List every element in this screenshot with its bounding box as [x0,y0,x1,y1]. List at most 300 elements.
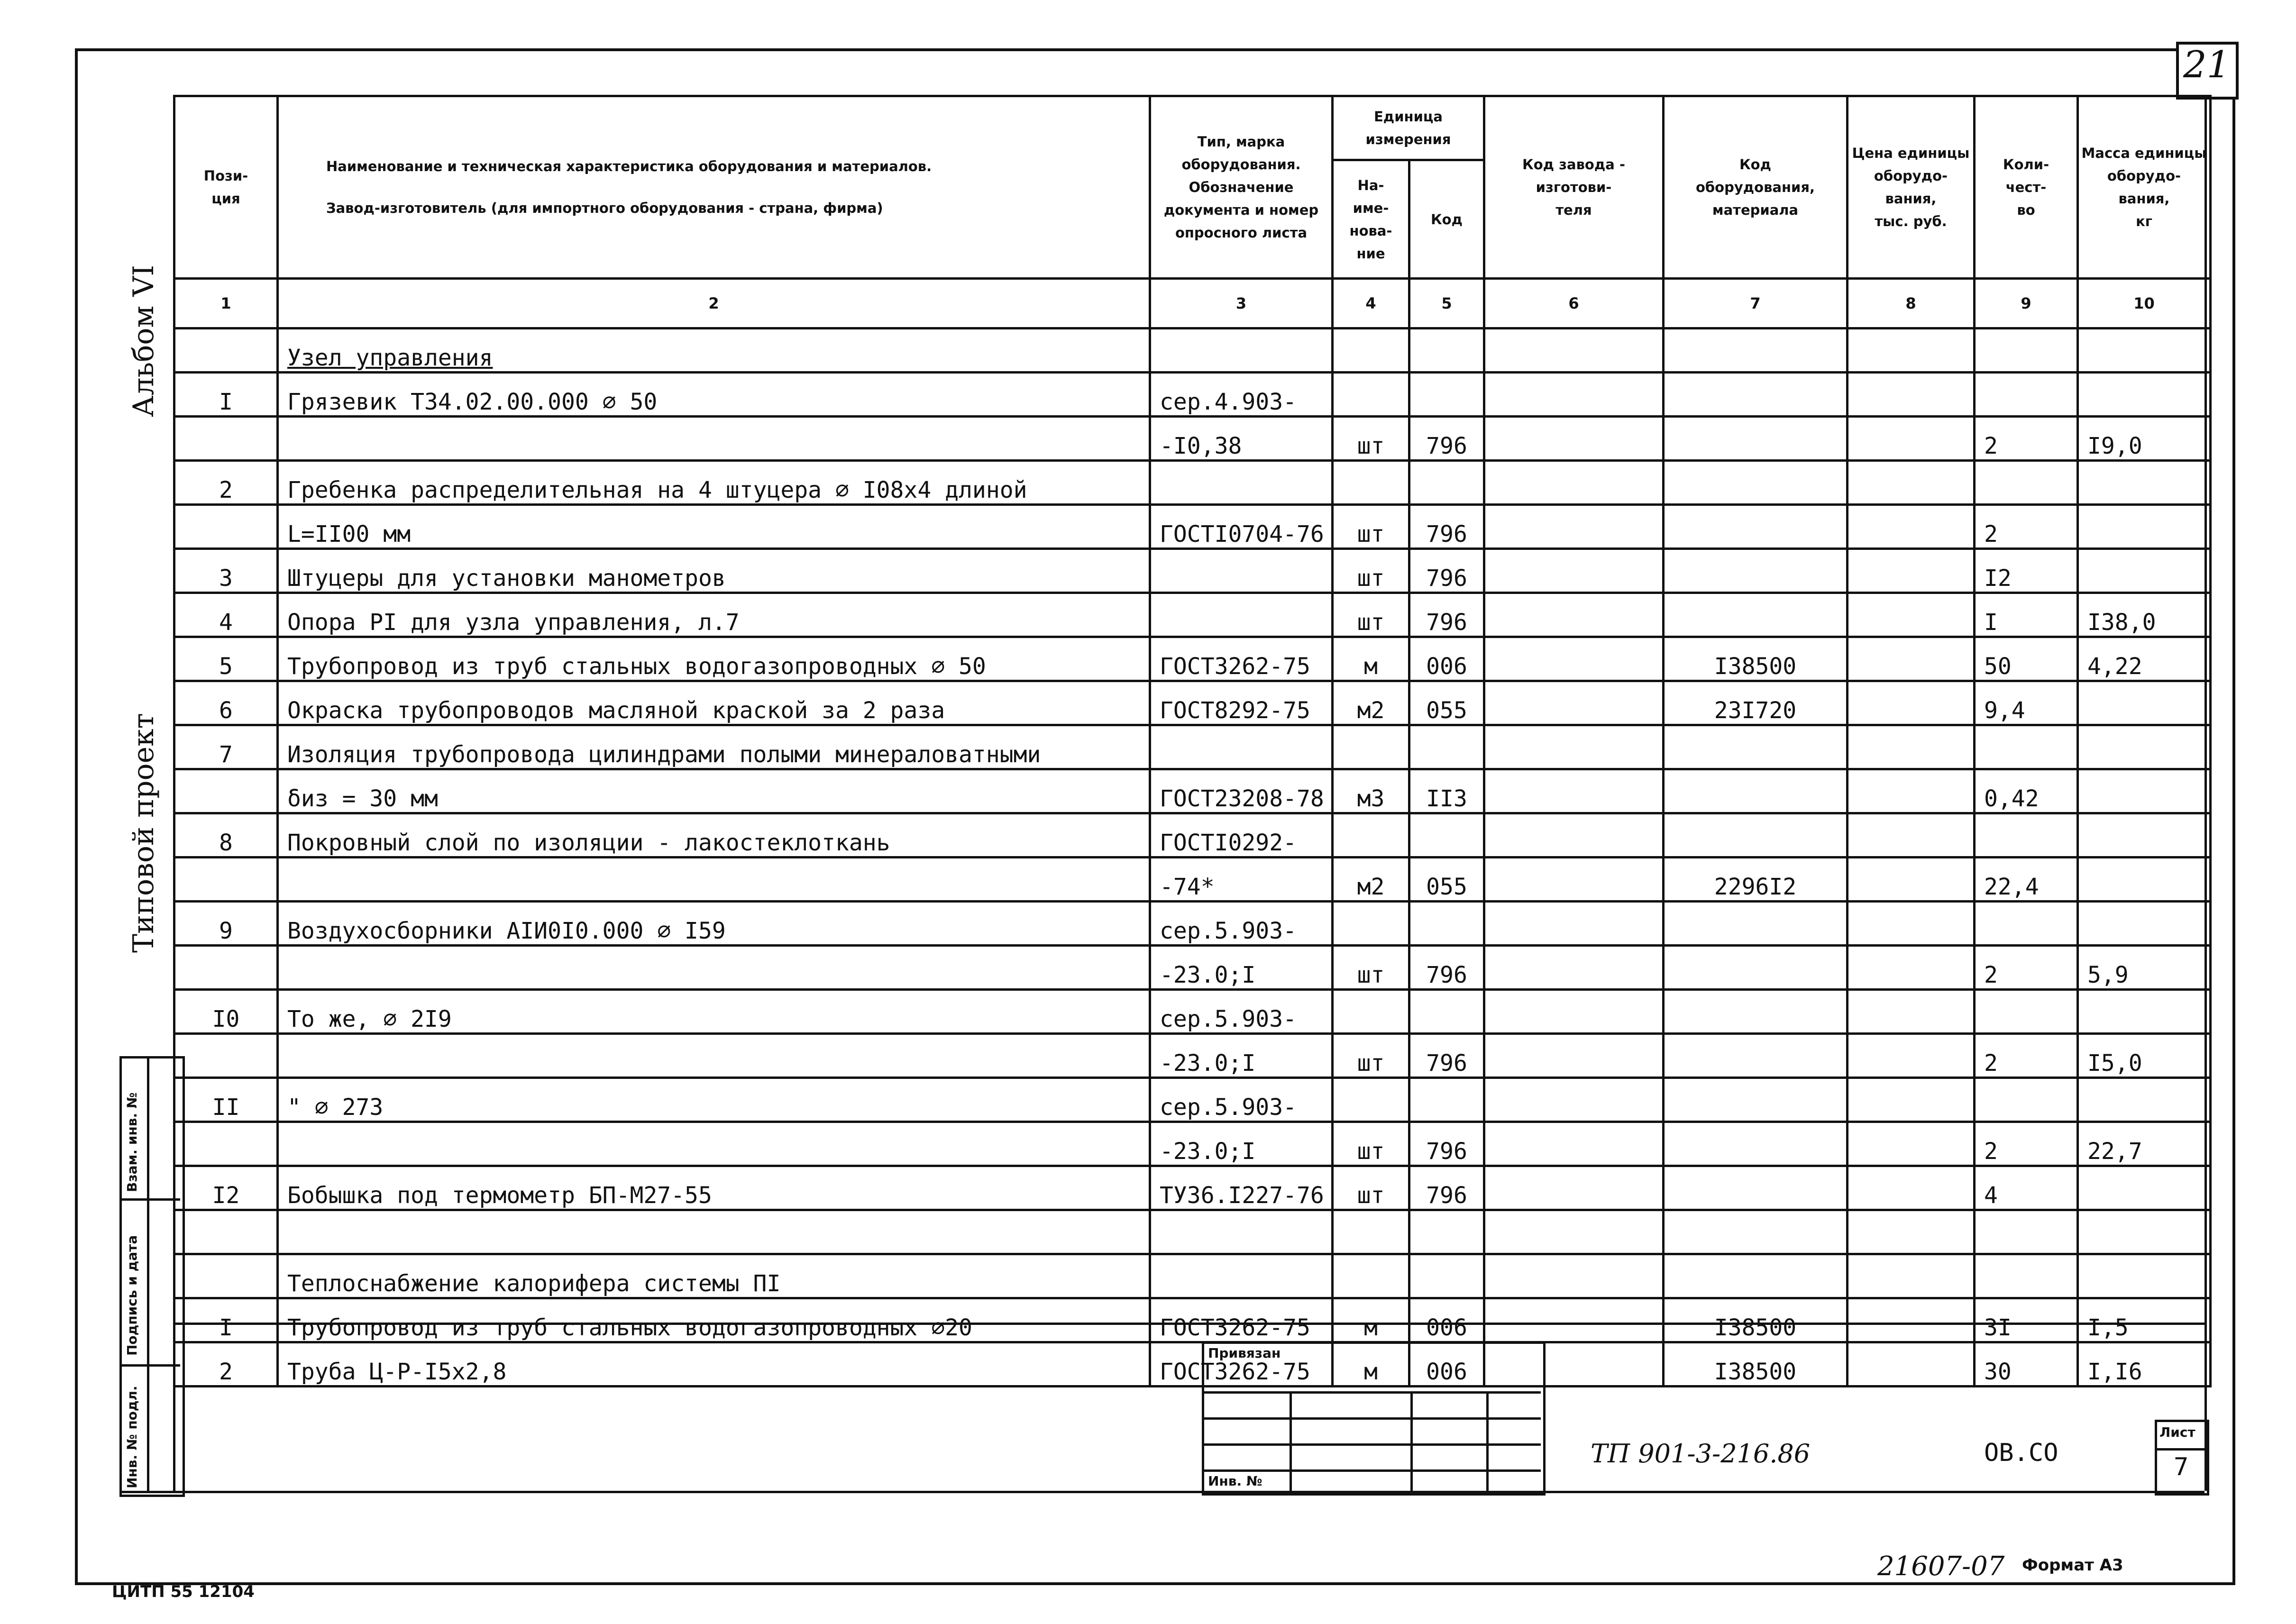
sheet-label: Лист [2159,1424,2195,1440]
row-mass [2078,902,2211,946]
row-name [278,1034,1150,1078]
row-unit-code [1409,902,1484,946]
row-quantity [1975,813,2078,858]
row-unit: шт [1333,1166,1409,1210]
specification-body [174,328,2211,1387]
row-name [278,1210,1150,1254]
row-material-code [1664,990,1848,1034]
row-material-code [1664,593,1848,637]
row-unit [1333,461,1409,505]
row-position: 3 [174,549,278,593]
header-price: Цена единицы оборудо- вания, тыс. руб. [1848,96,1975,279]
row-material-code: I38500 [1664,1298,1848,1342]
column-number: 9 [1975,279,2078,328]
row-price [1848,1166,1975,1210]
header-name [278,96,1150,279]
row-type: -23.0;I [1150,946,1333,990]
header-quantity: Коли- чест- во [1975,96,2078,279]
row-quantity: 30 [1975,1342,2078,1387]
frame-bottom-line [119,1491,2205,1493]
row-quantity [1975,1078,2078,1122]
row-unit-code [1409,725,1484,769]
row-name: Узел управления [278,328,1150,373]
row-type: ГОСТI0704-76 [1150,505,1333,549]
row-name: Штуцеры для установки манометров [278,549,1150,593]
row-material-code [1664,813,1848,858]
row-type [1150,328,1333,373]
row-unit: м [1333,1342,1409,1387]
row-price [1848,637,1975,681]
row-position [174,1210,278,1254]
frame-right-line [2205,95,2207,1491]
row-mass [2078,813,2211,858]
privyazan-line [1202,1391,1541,1394]
row-name [278,946,1150,990]
row-quantity: 9,4 [1975,681,2078,725]
project-label: Типовой проект [127,713,160,953]
row-position: 4 [174,593,278,637]
row-material-code [1664,1210,1848,1254]
row-unit [1333,1254,1409,1298]
row-type [1150,1254,1333,1298]
row-unit-code: 796 [1409,1034,1484,1078]
row-mass [2078,1210,2211,1254]
row-unit-code [1409,813,1484,858]
table-row [174,902,2211,946]
row-material-code [1664,1166,1848,1210]
row-price [1848,549,1975,593]
table-row [174,769,2211,813]
table-row [174,1298,2211,1342]
footer-format: Формат А3 [2022,1556,2123,1575]
row-factory-code [1484,813,1664,858]
privyazan-divider [1410,1391,1413,1491]
row-mass [2078,373,2211,417]
row-mass [2078,990,2211,1034]
row-type: сер.4.903- [1150,373,1333,417]
table-row [174,549,2211,593]
table-row [174,725,2211,769]
inventory-number-label: Инв. № [1208,1473,1262,1489]
row-type: -I0,38 [1150,417,1333,461]
row-unit-code [1409,328,1484,373]
row-name: δиз = 30 мм [278,769,1150,813]
row-quantity [1975,328,2078,373]
row-mass [2078,1078,2211,1122]
row-mass: I38,0 [2078,593,2211,637]
row-quantity [1975,1210,2078,1254]
row-unit: шт [1333,946,1409,990]
row-quantity: 4 [1975,1166,2078,1210]
row-factory-code [1484,1210,1664,1254]
row-unit-code: 796 [1409,1122,1484,1166]
table-row [174,1342,2211,1387]
row-name: Теплоснабжение калорифера системы ПI [278,1254,1150,1298]
row-price [1848,1298,1975,1342]
sheet-number: 7 [2174,1453,2189,1481]
row-name: Гребенка распределительная на 4 штуцера ∅ I08x4 длиной [278,461,1150,505]
row-type: ТУ36.I227-76 [1150,1166,1333,1210]
row-mass [2078,769,2211,813]
row-quantity [1975,902,2078,946]
row-factory-code [1484,1298,1664,1342]
column-number: 6 [1484,279,1664,328]
row-position [174,769,278,813]
row-position: I0 [174,990,278,1034]
header-unit-group: Единица измерения [1333,96,1484,160]
row-position [174,946,278,990]
header-name-line1: Наименование и техническая характеристика оборудования и материалов. [326,158,932,174]
row-type [1150,1210,1333,1254]
row-mass: I,5 [2078,1298,2211,1342]
row-type: ГОСТ8292-75 [1150,681,1333,725]
header-factory-code: Код завода - изготови- теля [1484,96,1664,279]
row-mass [2078,858,2211,902]
row-material-code [1664,417,1848,461]
row-unit: м [1333,637,1409,681]
header-unit-code: Код [1409,160,1484,279]
row-factory-code [1484,990,1664,1034]
table-row [174,858,2211,902]
row-quantity: 2 [1975,1034,2078,1078]
row-factory-code [1484,417,1664,461]
row-material-code [1664,461,1848,505]
sheet-number-divider [2155,1448,2205,1451]
row-unit-code: II3 [1409,769,1484,813]
row-unit: м2 [1333,858,1409,902]
table-row [174,328,2211,373]
row-position [174,1122,278,1166]
row-position: II [174,1078,278,1122]
table-row [174,1034,2211,1078]
row-unit: шт [1333,1122,1409,1166]
row-unit-code [1409,1254,1484,1298]
row-name: " ∅ 273 [278,1078,1150,1122]
bottom-left-line [173,1323,175,1491]
row-unit: шт [1333,549,1409,593]
row-type: ГОСТ23208-78 [1150,769,1333,813]
row-unit-code: 006 [1409,1298,1484,1342]
row-unit-code: 796 [1409,593,1484,637]
row-unit-code: 055 [1409,681,1484,725]
privyazan-line [1202,1469,1541,1472]
row-unit [1333,328,1409,373]
row-price [1848,813,1975,858]
row-position [174,1034,278,1078]
row-material-code [1664,1078,1848,1122]
row-position: I2 [174,1166,278,1210]
row-type: -23.0;I [1150,1122,1333,1166]
row-material-code [1664,1034,1848,1078]
row-quantity: 2 [1975,417,2078,461]
column-number: 3 [1150,279,1333,328]
row-mass: 22,7 [2078,1122,2211,1166]
row-position [174,417,278,461]
row-position: 7 [174,725,278,769]
row-quantity [1975,990,2078,1034]
row-material-code [1664,373,1848,417]
row-factory-code [1484,461,1664,505]
row-type: сер.5.903- [1150,902,1333,946]
header-material-code: Код оборудования, материала [1664,96,1848,279]
header-name-line2: Завод-изготовитель (для импортного оборудования - страна, фирма) [326,200,883,216]
row-mass: I9,0 [2078,417,2211,461]
row-position: I [174,373,278,417]
privyazan-line [1202,1443,1541,1446]
row-price [1848,1122,1975,1166]
footer-publisher: ЦИТП 55 12104 [112,1582,255,1601]
row-mass [2078,1166,2211,1210]
row-unit [1333,902,1409,946]
row-type [1150,549,1333,593]
row-type: ГОСТ3262-75 [1150,1342,1333,1387]
header-type: Тип, марка оборудования. Обозначение документа и номер опросного листа [1150,96,1333,279]
column-number: 1 [174,279,278,328]
row-unit: шт [1333,417,1409,461]
row-material-code: I38500 [1664,1342,1848,1387]
row-position [174,858,278,902]
row-type: ГОСТ3262-75 [1150,637,1333,681]
table-row [174,813,2211,858]
row-position: I [174,1298,278,1342]
table-row [174,461,2211,505]
row-factory-code [1484,593,1664,637]
row-name: Окраска трубопроводов масляной краской за 2 раза [278,681,1150,725]
table-row [174,1166,2211,1210]
row-unit [1333,813,1409,858]
row-price [1848,1210,1975,1254]
row-type: ГОСТI0292- [1150,813,1333,858]
stamp-inv-label: Инв. № подл. [124,1386,140,1488]
row-mass [2078,505,2211,549]
row-factory-code [1484,1078,1664,1122]
specification-table [173,95,2212,1387]
row-price [1848,593,1975,637]
row-quantity: 2 [1975,1122,2078,1166]
album-label: Альбом VI [127,265,160,417]
row-name [278,417,1150,461]
row-unit: шт [1333,593,1409,637]
document-code: ОВ.СО [1984,1439,2058,1467]
column-number: 8 [1848,279,1975,328]
row-mass [2078,1254,2211,1298]
row-mass [2078,328,2211,373]
row-mass [2078,725,2211,769]
row-name: Труба Ц-Р-I5x2,8 [278,1342,1150,1387]
row-mass [2078,681,2211,725]
row-name: Грязевик Т34.02.00.000 ∅ 50 [278,373,1150,417]
row-material-code [1664,328,1848,373]
row-mass: 4,22 [2078,637,2211,681]
column-number: 4 [1333,279,1409,328]
row-material-code: 23I720 [1664,681,1848,725]
table-row [174,1122,2211,1166]
row-factory-code [1484,1034,1664,1078]
stamp-podpis-label: Подпись и дата [124,1235,140,1356]
row-name: Бобышка под термометр БП-М27-55 [278,1166,1150,1210]
row-factory-code [1484,681,1664,725]
row-price [1848,858,1975,902]
row-position [174,1254,278,1298]
row-quantity: 3I [1975,1298,2078,1342]
row-quantity [1975,461,2078,505]
column-number: 2 [278,279,1150,328]
row-mass [2078,461,2211,505]
row-price [1848,990,1975,1034]
row-unit-code [1409,990,1484,1034]
row-quantity: 0,42 [1975,769,2078,813]
row-position [174,328,278,373]
row-mass: I5,0 [2078,1034,2211,1078]
row-material-code: I38500 [1664,637,1848,681]
document-number: ТП 901-3-216.86 [1591,1439,1811,1469]
row-type [1150,593,1333,637]
row-mass [2078,549,2211,593]
row-mass: 5,9 [2078,946,2211,990]
row-price [1848,328,1975,373]
row-quantity [1975,373,2078,417]
row-unit-code [1409,1210,1484,1254]
row-position: 5 [174,637,278,681]
approval-stamp-divider [147,1056,149,1492]
row-price [1848,769,1975,813]
row-mass: I,I6 [2078,1342,2211,1387]
table-row [174,1078,2211,1122]
row-unit-code [1409,1078,1484,1122]
row-unit [1333,1078,1409,1122]
row-material-code [1664,505,1848,549]
row-quantity: I2 [1975,549,2078,593]
row-name: То же, ∅ 2I9 [278,990,1150,1034]
row-material-code [1664,549,1848,593]
row-factory-code [1484,637,1664,681]
row-quantity [1975,725,2078,769]
table-row [174,505,2211,549]
row-unit [1333,1210,1409,1254]
row-material-code: 2296I2 [1664,858,1848,902]
row-position: 9 [174,902,278,946]
header-mass: Масса единицы оборудо- вания, кг [2078,96,2211,279]
row-unit-code: 796 [1409,417,1484,461]
row-type: -74* [1150,858,1333,902]
table-row [174,1254,2211,1298]
row-quantity: 22,4 [1975,858,2078,902]
row-type [1150,725,1333,769]
row-unit: м [1333,1298,1409,1342]
row-name: Трубопровод из труб стальных водогазопроводных ∅ 50 [278,637,1150,681]
row-material-code [1664,1122,1848,1166]
row-factory-code [1484,373,1664,417]
table-row [174,593,2211,637]
row-price [1848,373,1975,417]
row-factory-code [1484,946,1664,990]
row-price [1848,681,1975,725]
row-name: L=II00 мм [278,505,1150,549]
privyazan-label: Привязан [1208,1345,1281,1361]
row-unit-code: 796 [1409,946,1484,990]
row-material-code [1664,769,1848,813]
row-type: -23.0;I [1150,1034,1333,1078]
row-position: 6 [174,681,278,725]
row-price [1848,461,1975,505]
table-bottom-line [173,1323,2205,1325]
footer-drawing-number: 21607-07 [1877,1551,2005,1582]
privyazan-divider [1290,1391,1292,1491]
row-price [1848,1254,1975,1298]
table-row [174,1210,2211,1254]
row-price [1848,417,1975,461]
row-material-code [1664,902,1848,946]
row-position: 2 [174,1342,278,1387]
row-price [1848,1034,1975,1078]
row-unit-code [1409,373,1484,417]
row-material-code [1664,725,1848,769]
row-name: Покровный слой по изоляции - лакостеклоткань [278,813,1150,858]
row-name: Воздухосборники АIИ0I0.000 ∅ I59 [278,902,1150,946]
row-unit: м3 [1333,769,1409,813]
row-name: Изоляция трубопровода цилиндрами полыми минераловатными [278,725,1150,769]
row-factory-code [1484,328,1664,373]
row-factory-code [1484,769,1664,813]
privyazan-divider [1486,1391,1489,1491]
row-material-code [1664,1254,1848,1298]
row-name: Опора РI для узла управления, л.7 [278,593,1150,637]
column-number: 10 [2078,279,2211,328]
row-factory-code [1484,1254,1664,1298]
row-name [278,1122,1150,1166]
row-type: сер.5.903- [1150,1078,1333,1122]
row-unit [1333,990,1409,1034]
row-position [174,505,278,549]
row-unit-code: 055 [1409,858,1484,902]
page-number: 21 [2183,44,2231,86]
table-row [174,417,2211,461]
row-price [1848,725,1975,769]
header-position: Пози- ция [174,96,278,279]
row-type: ГОСТ3262-75 [1150,1298,1333,1342]
row-factory-code [1484,549,1664,593]
row-unit-code: 006 [1409,637,1484,681]
row-name [278,858,1150,902]
row-unit: м2 [1333,681,1409,725]
row-factory-code [1484,858,1664,902]
row-factory-code [1484,1166,1664,1210]
approval-stamp-line [119,1198,180,1201]
row-position: 8 [174,813,278,858]
table-row [174,990,2211,1034]
row-unit-code: 006 [1409,1342,1484,1387]
header-unit-name: На- име- нова- ние [1333,160,1409,279]
row-price [1848,902,1975,946]
row-price [1848,946,1975,990]
row-unit [1333,373,1409,417]
row-position: 2 [174,461,278,505]
table-row [174,637,2211,681]
row-unit-code [1409,461,1484,505]
row-quantity: 2 [1975,505,2078,549]
row-factory-code [1484,902,1664,946]
row-type [1150,461,1333,505]
row-quantity [1975,1254,2078,1298]
row-unit: шт [1333,1034,1409,1078]
row-unit: шт [1333,505,1409,549]
row-factory-code [1484,725,1664,769]
row-factory-code [1484,1122,1664,1166]
row-unit [1333,725,1409,769]
row-price [1848,1078,1975,1122]
row-name: Трубопровод из труб стальных водогазопроводных ∅20 [278,1298,1150,1342]
row-unit-code: 796 [1409,505,1484,549]
